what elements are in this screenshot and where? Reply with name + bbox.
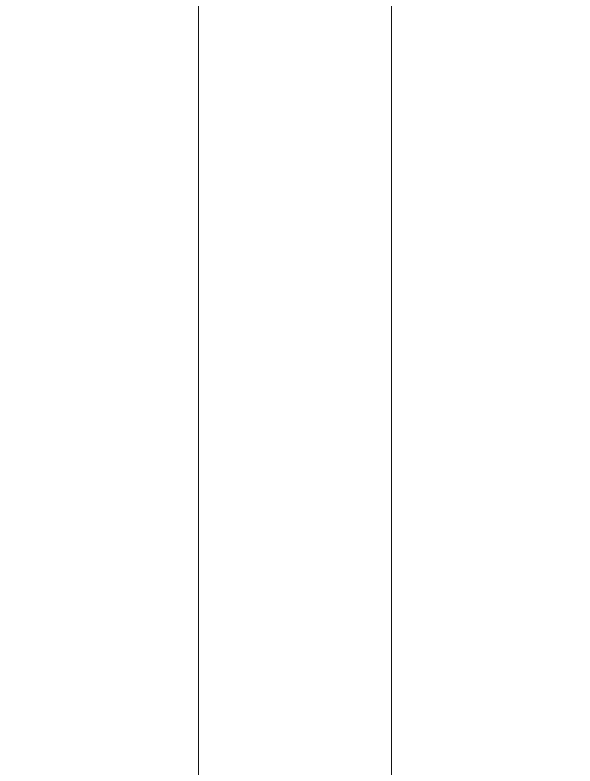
text-column-left <box>6 6 198 775</box>
text-column-middle <box>199 6 391 775</box>
text-column-right <box>392 6 584 775</box>
